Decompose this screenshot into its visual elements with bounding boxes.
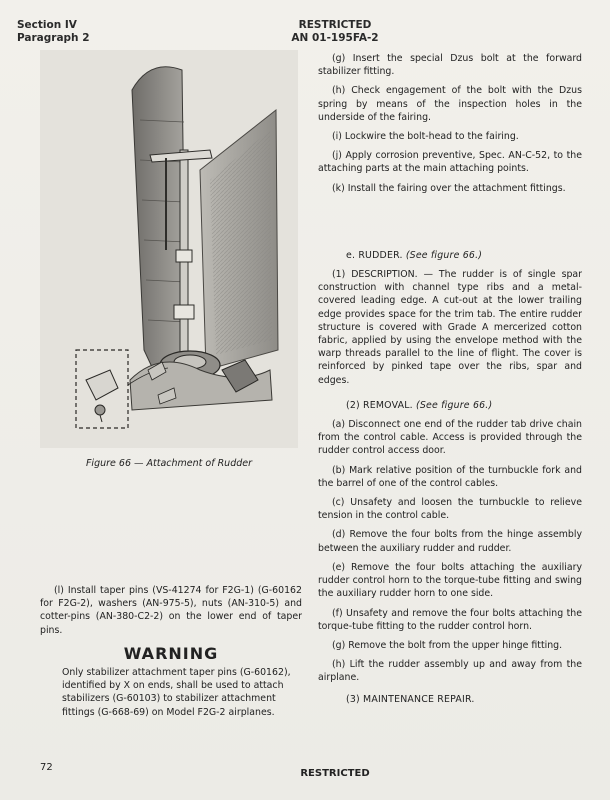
section-header: [17, 19, 90, 45]
warning-title: WARNING: [123, 643, 219, 663]
step-j: (j) Apply corrosion preventive, Spec. AN-C-52, to the attaching parts at the main attaching points.: [318, 150, 582, 175]
classification-header: [280, 19, 390, 45]
rudder-heading-ref: (See figure 66.): [405, 249, 483, 261]
right-column: [318, 52, 582, 712]
removal-step-e: (e) Remove the four bolts attaching the auxiliary rudder control horn to the torque-tube fitting and swing the auxiliary rudder horn to one side.: [318, 561, 582, 600]
removal-step-a: (a) Disconnect one end of the rudder tab drive chain from the control cable. Access is provided through the rudder control access door.: [318, 419, 582, 457]
figure-caption: Figure 66 — Attachment of Rudder: [85, 458, 253, 469]
removal-step-d: (d) Remove the four bolts from the hinge assembly between the auxiliary rudder and rudder.: [318, 529, 582, 554]
removal-heading: [346, 399, 582, 412]
paragraph-label: Paragraph 2: [17, 32, 90, 44]
step-i: (i) Lockwire the bolt-head to the fairing.: [332, 131, 519, 143]
step-h: (h) Check engagement of the bolt with the Dzus spring by means of the inspection holes in the underside of the fairing.: [318, 85, 582, 123]
left-column: [40, 584, 302, 719]
warning-body: Only stabilizer attachment taper pins (G-60162), identified by X on ends, shall be used to attach stabilizers (G-60103) to stabilizer attachment fittings (G-668-69) on Model F2G-2 airplanes.: [62, 667, 291, 718]
maintenance-heading: (3) MAINTENANCE REPAIR.: [346, 693, 475, 705]
step-k: (k) Install the fairing over the attachment fittings.: [332, 182, 566, 194]
removal-step-h: (h) Lift the rudder assembly up and away from the airplane.: [318, 659, 582, 684]
description-body: — The rudder is of single spar construction with channel type ribs and a metal-covered leading edge. A cut-out at the lower trailing edge provides space for the trim tab. The entire rudder structure is covered with Grade A mercerized cotton fabric, applied by using the envelope method with the warp threads parallel to the line of flight. The cover is reinforced by pinked tape over the ribs, spar and edges.: [318, 269, 583, 386]
classification-top: RESTRICTED: [298, 19, 372, 31]
rudder-attachment-figure: [40, 50, 298, 448]
classification-footer: RESTRICTED: [300, 768, 370, 779]
step-g: (g) Insert the special Dzus bolt at the forward stabilizer fitting.: [318, 53, 582, 78]
description-paragraph: [318, 268, 582, 387]
rudder-illustration: [40, 50, 298, 448]
removal-step-c: (c) Unsafety and loosen the turnbuckle to relieve tension in the control cable.: [318, 497, 582, 522]
removal-step-g: (g) Remove the bolt from the upper hinge fitting.: [332, 639, 563, 651]
description-title: (1) DESCRIPTION.: [332, 269, 418, 281]
removal-ref: (See figure 66.): [416, 399, 493, 411]
document-number: AN 01-195FA-2: [291, 32, 379, 44]
removal-step-f: (f) Unsafety and remove the four bolts attaching the torque-tube fitting to the rudder control horn.: [318, 607, 582, 632]
section-label: Section IV: [17, 19, 77, 31]
rudder-heading: [346, 249, 582, 262]
removal-step-b: (b) Mark relative position of the turnbuckle fork and the barrel of one of the control cables.: [318, 464, 582, 489]
step-l: (l) Install taper pins (VS-41274 for F2G-1) (G-60162 for F2G-2), washers (AN-975-5), nuts (AN-310-5) and cotter-pins (AN-380-C2-2) on the lower end of taper pins.: [40, 585, 302, 636]
rudder-heading-title: e. RUDDER.: [346, 249, 403, 261]
removal-title: (2) REMOVAL.: [346, 399, 413, 411]
page-number: 72: [40, 762, 53, 773]
